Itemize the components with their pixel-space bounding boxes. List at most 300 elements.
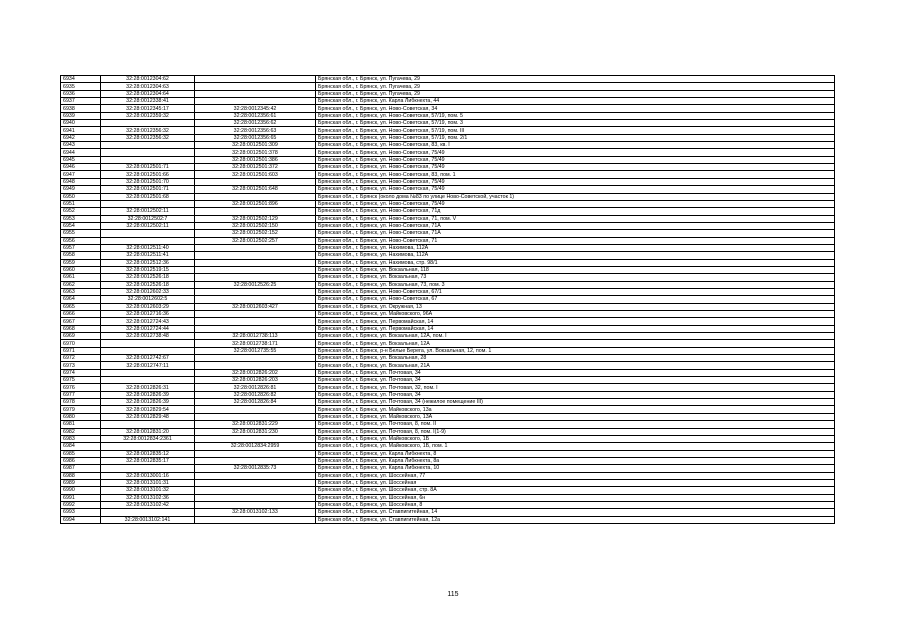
cadastral-number-cell xyxy=(101,443,195,450)
row-number-cell: 6958 xyxy=(61,252,101,259)
row-number-cell: 6975 xyxy=(61,377,101,384)
object-number-cell xyxy=(195,259,316,266)
table-row xyxy=(61,347,835,354)
cadastral-number-cell: 32:28:0013101:31 xyxy=(101,479,195,486)
table-row xyxy=(61,516,835,523)
address-cell: Брянская обл., г. Брянск (около дома №83 по улице Ново-Советской, участок 1) xyxy=(316,193,835,200)
cadastral-number-cell: 32:28:0012304:63 xyxy=(101,83,195,90)
address-cell: Брянская обл., г. Брянск, ул. Ново-Советская, 75/49 xyxy=(316,149,835,156)
row-number-cell: 6989 xyxy=(61,479,101,486)
address-cell: Брянская обл., г. Брянск, ул. Ново-Советская, 34 xyxy=(316,105,835,112)
object-number-cell: 32:28:0012738:171 xyxy=(195,340,316,347)
row-number-cell: 6979 xyxy=(61,406,101,413)
row-number-cell: 6968 xyxy=(61,325,101,332)
address-cell: Брянская обл., г. Брянск, ул. Ставпигитейная, 12а xyxy=(316,516,835,523)
object-number-cell: 32:28:0012501:648 xyxy=(195,186,316,193)
object-number-cell: 32:28:0012826:202 xyxy=(195,369,316,376)
address-cell: Брянская обл., г. Брянск, ул. Ново-Советская, 57/19, пом. 5 xyxy=(316,112,835,119)
object-number-cell: 32:28:0012826:84 xyxy=(195,399,316,406)
address-cell: Брянская обл., г. Брянск, ул. Ново-Советская, 57/19, пом. 3 xyxy=(316,120,835,127)
object-number-cell: 32:28:0012502:150 xyxy=(195,222,316,229)
cadastral-number-cell: 32:28:0012835:17 xyxy=(101,457,195,464)
table-row xyxy=(61,399,835,406)
table-row xyxy=(61,472,835,479)
cadastral-number-cell: 32:28:0013102:141 xyxy=(101,516,195,523)
table-row xyxy=(61,90,835,97)
row-number-cell: 6957 xyxy=(61,244,101,251)
cadastral-number-cell: 32:28:0012511:41 xyxy=(101,252,195,259)
table-row xyxy=(61,377,835,384)
table-row xyxy=(61,281,835,288)
table-row xyxy=(61,391,835,398)
row-number-cell: 6972 xyxy=(61,355,101,362)
address-cell: Брянская обл., г. Брянск, ул. Почтовая, 34 xyxy=(316,369,835,376)
cadastral-number-cell: 32:28:0012724:44 xyxy=(101,325,195,332)
object-number-cell xyxy=(195,266,316,273)
table-row xyxy=(61,413,835,420)
address-cell: Брянская обл., г. Брянск, ул. Ново-Советская, 75/49 xyxy=(316,186,835,193)
table-row xyxy=(61,259,835,266)
row-number-cell: 6951 xyxy=(61,200,101,207)
row-number-cell: 6970 xyxy=(61,340,101,347)
table-row xyxy=(61,509,835,516)
object-number-cell xyxy=(195,76,316,83)
table-row xyxy=(61,465,835,472)
row-number-cell: 6944 xyxy=(61,149,101,156)
cadastral-number-cell: 32:28:0012826:39 xyxy=(101,391,195,398)
cadastral-number-cell: 32:28:0012501:71 xyxy=(101,164,195,171)
object-number-cell xyxy=(195,274,316,281)
object-number-cell xyxy=(195,90,316,97)
table-row xyxy=(61,435,835,442)
row-number-cell: 6977 xyxy=(61,391,101,398)
cadastral-number-cell: 32:28:0012603:29 xyxy=(101,303,195,310)
cadastral-number-cell: 32:28:0012829:54 xyxy=(101,406,195,413)
cadastral-number-cell xyxy=(101,149,195,156)
address-cell: Брянская обл., г. Брянск, ул. Ново-Советская, 83, кв. I xyxy=(316,142,835,149)
address-cell: Брянская обл., г. Брянск, ул. Ново-Советская, 57/19, пом. III xyxy=(316,127,835,134)
row-number-cell: 6990 xyxy=(61,487,101,494)
object-number-cell: 32:28:0012835:73 xyxy=(195,465,316,472)
table-row xyxy=(61,479,835,486)
object-number-cell: 32:28:0012501:386 xyxy=(195,156,316,163)
row-number-cell: 6960 xyxy=(61,266,101,273)
address-cell: Брянская обл., г. Брянск, ул. Вокзальная, 12А, пом. I xyxy=(316,333,835,340)
cadastral-number-cell xyxy=(101,120,195,127)
address-cell: Брянская обл., г. Брянск, ул. Ново-Советская, 75/49 xyxy=(316,156,835,163)
registry-table-body xyxy=(61,76,835,524)
table-row xyxy=(61,215,835,222)
row-number-cell: 6976 xyxy=(61,384,101,391)
object-number-cell xyxy=(195,296,316,303)
object-number-cell: 32:28:0012356:61 xyxy=(195,112,316,119)
object-number-cell: 32:28:0012834:2959 xyxy=(195,443,316,450)
address-cell: Брянская обл., г. Брянск, ул. Карла Либкнехта, 8 xyxy=(316,450,835,457)
object-number-cell: 32:28:0012501:309 xyxy=(195,142,316,149)
table-row xyxy=(61,134,835,141)
address-cell: Брянская обл., г. Брянск, ул. Окружная, 13 xyxy=(316,303,835,310)
row-number-cell: 6980 xyxy=(61,413,101,420)
row-number-cell: 6994 xyxy=(61,516,101,523)
address-cell: Брянская обл., г. Брянск, ул. Майковского, 13А xyxy=(316,413,835,420)
address-cell: Брянская обл., г. Брянск, ул. Почтовая, 34 (нежилое помещение III) xyxy=(316,399,835,406)
cadastral-number-cell: 32:28:0012724:43 xyxy=(101,318,195,325)
object-number-cell: 32:28:0012501:603 xyxy=(195,171,316,178)
table-row xyxy=(61,494,835,501)
address-cell: Брянская обл., г. Брянск, ул. Нахимова, стр. 98/1 xyxy=(316,259,835,266)
row-number-cell: 6949 xyxy=(61,186,101,193)
table-row xyxy=(61,362,835,369)
address-cell: Брянская обл., г. Брянск, ул. Почтовая, 8, пом. I(1-9) xyxy=(316,428,835,435)
row-number-cell: 6946 xyxy=(61,164,101,171)
table-row xyxy=(61,142,835,149)
cadastral-number-cell: 32:28:0012501:71 xyxy=(101,186,195,193)
row-number-cell: 6965 xyxy=(61,303,101,310)
cadastral-number-cell: 32:28:0012826:31 xyxy=(101,384,195,391)
table-row xyxy=(61,318,835,325)
object-number-cell xyxy=(195,362,316,369)
address-cell: Брянская обл., г. Брянск, ул. Ново-Советская, 71А xyxy=(316,230,835,237)
cadastral-number-cell: 32:28:0012356:32 xyxy=(101,134,195,141)
table-row xyxy=(61,112,835,119)
cadastral-number-cell xyxy=(101,200,195,207)
cadastral-number-cell xyxy=(101,340,195,347)
object-number-cell: 32:28:0012603:427 xyxy=(195,303,316,310)
table-row xyxy=(61,501,835,508)
cadastral-number-cell: 32:28:0012501:70 xyxy=(101,178,195,185)
object-number-cell xyxy=(195,252,316,259)
row-number-cell: 6953 xyxy=(61,215,101,222)
object-number-cell: 32:28:0012502:129 xyxy=(195,215,316,222)
row-number-cell: 6935 xyxy=(61,83,101,90)
address-cell: Брянская обл., г. Брянск, ул. Майковского, 13а xyxy=(316,406,835,413)
table-row xyxy=(61,443,835,450)
cadastral-number-cell: 32:28:0012304:64 xyxy=(101,90,195,97)
cadastral-number-cell: 32:28:0012829:48 xyxy=(101,413,195,420)
address-cell: Брянская обл., г. Брянск, ул. Ново-Советская, 57/19, пом. 2/1 xyxy=(316,134,835,141)
cadastral-number-cell: 32:28:0012511:40 xyxy=(101,244,195,251)
table-row xyxy=(61,127,835,134)
address-cell: Брянская обл., г. Брянск, ул. Вокзальная, 73, пом. 3 xyxy=(316,281,835,288)
row-number-cell: 6978 xyxy=(61,399,101,406)
table-row xyxy=(61,274,835,281)
address-cell: Брянская обл., г. Брянск, ул. Ново-Советская, 75/49 xyxy=(316,164,835,171)
table-row xyxy=(61,222,835,229)
address-cell: Брянская обл., г. Брянск, ул. Вокзальная, 118 xyxy=(316,266,835,273)
cadastral-number-cell: 32:28:0012747:11 xyxy=(101,362,195,369)
address-cell: Брянская обл., г. Брянск, ул. Шоссейная, 6н xyxy=(316,494,835,501)
table-row xyxy=(61,487,835,494)
row-number-cell: 6940 xyxy=(61,120,101,127)
address-cell: Брянская обл., г. Брянск, р-н Белые Берега, ул. Вокзальная, 12, пом. 1 xyxy=(316,347,835,354)
cadastral-number-cell: 32:28:0012338:41 xyxy=(101,98,195,105)
address-cell: Брянская обл., г. Брянск, ул. Ново-Советская, 83, пом. 1 xyxy=(316,171,835,178)
address-cell: Брянская обл., г. Брянск, ул. Вокзальная, 28 xyxy=(316,355,835,362)
address-cell: Брянская обл., г. Брянск, ул. Ново-Советская, 71 xyxy=(316,237,835,244)
table-row xyxy=(61,266,835,273)
cadastral-number-cell xyxy=(101,377,195,384)
object-number-cell xyxy=(195,501,316,508)
cadastral-number-cell: 32:28:0012835:12 xyxy=(101,450,195,457)
cadastral-number-cell: 32:28:0012738:48 xyxy=(101,333,195,340)
address-cell: Брянская обл., г. Брянск, ул. Ново-Советская, 75/49 xyxy=(316,178,835,185)
row-number-cell: 6986 xyxy=(61,457,101,464)
table-row xyxy=(61,288,835,295)
table-row xyxy=(61,457,835,464)
cadastral-number-cell: 32:28:0012826:39 xyxy=(101,399,195,406)
cadastral-number-cell: 32:28:0012742:67 xyxy=(101,355,195,362)
row-number-cell: 6943 xyxy=(61,142,101,149)
row-number-cell: 6959 xyxy=(61,259,101,266)
address-cell: Брянская обл., г. Брянск, ул. Ставпигитейная, 14 xyxy=(316,509,835,516)
table-row xyxy=(61,120,835,127)
object-number-cell xyxy=(195,325,316,332)
table-row xyxy=(61,83,835,90)
row-number-cell: 6948 xyxy=(61,178,101,185)
cadastral-number-cell xyxy=(101,156,195,163)
row-number-cell: 6934 xyxy=(61,76,101,83)
row-number-cell: 6984 xyxy=(61,443,101,450)
cadastral-number-cell xyxy=(101,142,195,149)
object-number-cell xyxy=(195,178,316,185)
cadastral-number-cell: 32:28:0012716:36 xyxy=(101,311,195,318)
cadastral-number-cell xyxy=(101,230,195,237)
object-number-cell xyxy=(195,479,316,486)
address-cell: Брянская обл., г. Брянск, ул. Вокзальная, 12А xyxy=(316,340,835,347)
object-number-cell: 32:28:0012831:229 xyxy=(195,421,316,428)
cadastral-number-cell xyxy=(101,237,195,244)
cadastral-number-cell: 32:28:0012502:11 xyxy=(101,222,195,229)
object-number-cell: 32:28:0012345:42 xyxy=(195,105,316,112)
object-number-cell xyxy=(195,83,316,90)
address-cell: Брянская обл., г. Брянск, ул. Первомайская, 14 xyxy=(316,325,835,332)
row-number-cell: 6973 xyxy=(61,362,101,369)
table-row xyxy=(61,421,835,428)
object-number-cell xyxy=(195,413,316,420)
page-number: 115 xyxy=(447,591,459,598)
row-number-cell: 6969 xyxy=(61,333,101,340)
cadastral-number-cell: 32:28:0012502:11 xyxy=(101,208,195,215)
object-number-cell xyxy=(195,193,316,200)
address-cell: Брянская обл., г. Брянск, ул. Почтовая, 8, пом. II xyxy=(316,421,835,428)
row-number-cell: 6974 xyxy=(61,369,101,376)
object-number-cell: 32:28:0012501:372 xyxy=(195,164,316,171)
object-number-cell: 32:28:0012502:152 xyxy=(195,230,316,237)
object-number-cell xyxy=(195,208,316,215)
table-row xyxy=(61,428,835,435)
object-number-cell: 32:28:0012356:63 xyxy=(195,127,316,134)
table-row xyxy=(61,193,835,200)
cadastral-number-cell xyxy=(101,369,195,376)
object-number-cell xyxy=(195,98,316,105)
object-number-cell xyxy=(195,355,316,362)
row-number-cell: 6993 xyxy=(61,509,101,516)
registry-table xyxy=(60,75,835,524)
object-number-cell: 32:28:0012735:55 xyxy=(195,347,316,354)
cadastral-number-cell: 32:28:0012519:15 xyxy=(101,266,195,273)
cadastral-number-cell: 32:28:0012356:32 xyxy=(101,127,195,134)
row-number-cell: 6961 xyxy=(61,274,101,281)
cadastral-number-cell xyxy=(101,465,195,472)
table-row xyxy=(61,252,835,259)
address-cell: Брянская обл., г. Брянск, ул. Пугачева, 29 xyxy=(316,83,835,90)
table-row xyxy=(61,98,835,105)
row-number-cell: 6938 xyxy=(61,105,101,112)
cadastral-number-cell: 32:28:0012304:62 xyxy=(101,76,195,83)
address-cell: Брянская обл., г. Брянск, ул. Пугачева, 29 xyxy=(316,90,835,97)
row-number-cell: 6955 xyxy=(61,230,101,237)
cadastral-number-cell: 32:28:0013101:32 xyxy=(101,487,195,494)
cadastral-number-cell: 32:28:0012526:18 xyxy=(101,281,195,288)
object-number-cell xyxy=(195,457,316,464)
object-number-cell xyxy=(195,288,316,295)
cadastral-number-cell: 32:28:0012345:17 xyxy=(101,105,195,112)
row-number-cell: 6985 xyxy=(61,450,101,457)
table-row xyxy=(61,237,835,244)
row-number-cell: 6939 xyxy=(61,112,101,119)
object-number-cell xyxy=(195,435,316,442)
row-number-cell: 6983 xyxy=(61,435,101,442)
row-number-cell: 6982 xyxy=(61,428,101,435)
address-cell: Брянская обл., г. Брянск, ул. Вокзальная, 21А xyxy=(316,362,835,369)
object-number-cell: 32:28:0012826:203 xyxy=(195,377,316,384)
cadastral-number-cell xyxy=(101,347,195,354)
table-row xyxy=(61,340,835,347)
table-row xyxy=(61,105,835,112)
table-row xyxy=(61,230,835,237)
address-cell: Брянская обл., г. Брянск, ул. Карла Либкнехта, 44 xyxy=(316,98,835,105)
address-cell: Брянская обл., г. Брянск, ул. Майковского, 1Б, пом. 1 xyxy=(316,443,835,450)
cadastral-number-cell xyxy=(101,509,195,516)
row-number-cell: 6936 xyxy=(61,90,101,97)
table-row xyxy=(61,450,835,457)
address-cell: Брянская обл., г. Брянск, ул. Майковского, 96А xyxy=(316,311,835,318)
cadastral-number-cell: 32:28:0012602:33 xyxy=(101,288,195,295)
object-number-cell: 32:28:0013102:133 xyxy=(195,509,316,516)
cadastral-number-cell: 32:28:0012501:66 xyxy=(101,171,195,178)
row-number-cell: 6942 xyxy=(61,134,101,141)
address-cell: Брянская обл., г. Брянск, ул. Пугачева, 29 xyxy=(316,76,835,83)
address-cell: Брянская обл., г. Брянск, ул. Ново-Советская, 67/1 xyxy=(316,288,835,295)
table-row xyxy=(61,355,835,362)
object-number-cell xyxy=(195,244,316,251)
address-cell: Брянская обл., г. Брянск, ул. Ново-Советская, 71д xyxy=(316,208,835,215)
object-number-cell xyxy=(195,406,316,413)
object-number-cell: 32:28:0012826:81 xyxy=(195,384,316,391)
row-number-cell: 6945 xyxy=(61,156,101,163)
table-row xyxy=(61,76,835,83)
object-number-cell xyxy=(195,318,316,325)
cadastral-number-cell: 32:28:0012831:20 xyxy=(101,428,195,435)
cadastral-number-cell: 32:28:0013102:42 xyxy=(101,501,195,508)
cadastral-number-cell: 32:28:0012602:5 xyxy=(101,296,195,303)
object-number-cell: 32:28:0012501:896 xyxy=(195,200,316,207)
address-cell: Брянская обл., г. Брянск, ул. Шоссейная xyxy=(316,479,835,486)
table-row xyxy=(61,164,835,171)
cadastral-number-cell: 32:28:0013102:36 xyxy=(101,494,195,501)
address-cell: Брянская обл., г. Брянск, ул. Первомайская, 14 xyxy=(316,318,835,325)
table-row xyxy=(61,200,835,207)
table-row xyxy=(61,171,835,178)
cadastral-number-cell xyxy=(101,421,195,428)
address-cell: Брянская обл., г. Брянск, ул. Нахимова, 112А xyxy=(316,244,835,251)
row-number-cell: 6991 xyxy=(61,494,101,501)
row-number-cell: 6962 xyxy=(61,281,101,288)
row-number-cell: 6987 xyxy=(61,465,101,472)
cadastral-number-cell: 32:28:0012512:36 xyxy=(101,259,195,266)
table-row xyxy=(61,186,835,193)
table-row xyxy=(61,156,835,163)
table-row xyxy=(61,178,835,185)
row-number-cell: 6954 xyxy=(61,222,101,229)
address-cell: Брянская обл., г. Брянск, ул. Почтовая, 32, пом. I xyxy=(316,384,835,391)
object-number-cell: 32:28:0012826:82 xyxy=(195,391,316,398)
object-number-cell xyxy=(195,450,316,457)
table-row xyxy=(61,333,835,340)
table-row xyxy=(61,384,835,391)
row-number-cell: 6971 xyxy=(61,347,101,354)
row-number-cell: 6963 xyxy=(61,288,101,295)
address-cell: Брянская обл., г. Брянск, ул. Нахимова, 112А xyxy=(316,252,835,259)
object-number-cell xyxy=(195,487,316,494)
address-cell: Брянская обл., г. Брянск, ул. Шоссейная, стр. 8А xyxy=(316,487,835,494)
row-number-cell: 6956 xyxy=(61,237,101,244)
address-cell: Брянская обл., г. Брянск, ул. Шоссейная, 77 xyxy=(316,472,835,479)
table-row xyxy=(61,208,835,215)
address-cell: Брянская обл., г. Брянск, ул. Карла Либкнехта, 8а xyxy=(316,457,835,464)
table-row xyxy=(61,149,835,156)
row-number-cell: 6992 xyxy=(61,501,101,508)
row-number-cell: 6937 xyxy=(61,98,101,105)
table-row xyxy=(61,303,835,310)
address-cell: Брянская обл., г. Брянск, ул. Почтовая, 34 xyxy=(316,377,835,384)
table-row xyxy=(61,406,835,413)
row-number-cell: 6964 xyxy=(61,296,101,303)
object-number-cell: 32:28:0012526:25 xyxy=(195,281,316,288)
row-number-cell: 6967 xyxy=(61,318,101,325)
address-cell: Брянская обл., г. Брянск, ул. Ново-Советская, 67 xyxy=(316,296,835,303)
object-number-cell: 32:28:0012738:113 xyxy=(195,333,316,340)
row-number-cell: 6952 xyxy=(61,208,101,215)
address-cell: Брянская обл., г. Брянск, ул. Почтовая, 34 xyxy=(316,391,835,398)
address-cell: Брянская обл., г. Брянск, ул. Вокзальная, 73 xyxy=(316,274,835,281)
cadastral-number-cell: 32:28:0012502:7 xyxy=(101,215,195,222)
row-number-cell: 6966 xyxy=(61,311,101,318)
cadastral-number-cell: 32:28:0013001:16 xyxy=(101,472,195,479)
row-number-cell: 6988 xyxy=(61,472,101,479)
row-number-cell: 6947 xyxy=(61,171,101,178)
object-number-cell xyxy=(195,516,316,523)
table-row xyxy=(61,244,835,251)
address-cell: Брянская обл., г. Брянск, ул. Ново-Советская, 71, пом. V xyxy=(316,215,835,222)
cadastral-number-cell: 32:28:0012359:32 xyxy=(101,112,195,119)
object-number-cell: 32:28:0012356:65 xyxy=(195,134,316,141)
address-cell: Брянская обл., г. Брянск, ул. Карла Либкнехта, 10 xyxy=(316,465,835,472)
row-number-cell: 6941 xyxy=(61,127,101,134)
row-number-cell: 6950 xyxy=(61,193,101,200)
table-row xyxy=(61,369,835,376)
object-number-cell: 32:28:0012831:230 xyxy=(195,428,316,435)
object-number-cell xyxy=(195,472,316,479)
address-cell: Брянская обл., г. Брянск, ул. Майковского, 1Б xyxy=(316,435,835,442)
row-number-cell: 6981 xyxy=(61,421,101,428)
cadastral-number-cell: 32:28:0012526:18 xyxy=(101,274,195,281)
object-number-cell xyxy=(195,494,316,501)
object-number-cell: 32:28:0012356:62 xyxy=(195,120,316,127)
object-number-cell xyxy=(195,311,316,318)
table-row xyxy=(61,311,835,318)
object-number-cell: 32:28:0012501:378 xyxy=(195,149,316,156)
